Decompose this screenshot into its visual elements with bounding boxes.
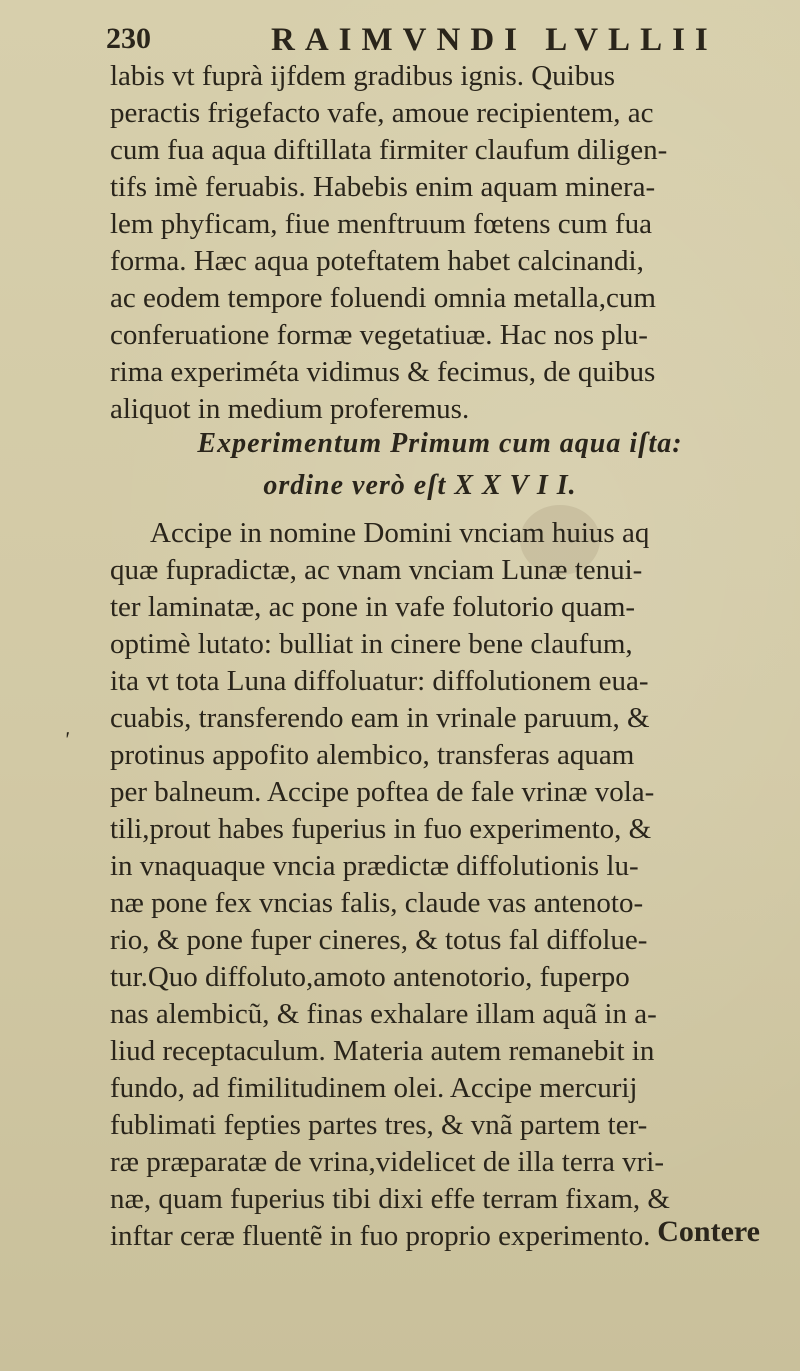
text-line: aliquot in medium proferemus.: [110, 393, 470, 425]
paragraph-2: [110, 515, 770, 1255]
text-line: ræ præparatæ de vrina,videlicet de illa terra vri-: [110, 1146, 665, 1178]
text-line: labis vt fuprà ijfdem gradibus ignis. Quibus: [110, 60, 616, 92]
text-line: inftar ceræ fluentẽ in fuo proprio experimento.: [110, 1220, 651, 1252]
text-line: quæ fupradictæ, ac vnam vnciam Lunæ tenui-: [110, 554, 643, 586]
text-line: peractis frigefacto vafe, amoue recipientem, ac: [110, 97, 654, 129]
text-line: cuabis, transferendo eam in vrinale paruum, &: [110, 702, 650, 734]
text-line: fublimati fepties partes tres, & vnã partem ter-: [110, 1109, 648, 1141]
text-line: conferuatione formæ vegetatiuæ. Hac nos plu-: [110, 319, 648, 351]
text-line: tifs imè feruabis. Habebis enim aquam minera-: [110, 171, 656, 203]
text-line: in vnaquaque vncia prædictæ diffolutionis lu-: [110, 850, 639, 882]
text-line: per balneum. Accipe poftea de fale vrinæ vola-: [110, 776, 655, 808]
text-line: tur.Quo diffoluto,amoto antenotorio, fuperpo: [110, 961, 630, 993]
text-line: rima experiméta vidimus & fecimus, de quibus: [110, 356, 656, 388]
paragraph-1: [110, 58, 770, 428]
text-line: næ, quam fuperius tibi dixi effe terram fixam, &: [110, 1183, 670, 1215]
page-header: [106, 10, 746, 62]
text-line: lem phyficam, fiue menftruum fœtens cum fua: [110, 208, 652, 240]
text-line: forma. Hæc aqua poteftatem habet calcinandi,: [110, 245, 644, 277]
catchword: Contere: [657, 1215, 760, 1248]
text-line: ac eodem tempore foluendi omnia metalla,cum: [110, 282, 656, 314]
text-line: tili,prout habes fuperius in fuo experimento, &: [110, 813, 652, 845]
section-heading-line-1: Experimentum Primum cum aqua iſta:: [197, 428, 683, 459]
page-number: 230: [106, 22, 151, 55]
section-heading-line-2: ordine verò eſt X X V I I.: [263, 470, 577, 501]
text-line: protinus appofito alembico, transferas aquam: [110, 739, 635, 771]
text-line: Accipe in nomine Domini vnciam huius aq: [150, 517, 650, 549]
text-line: næ pone fex vncias falis, claude vas antenoto-: [110, 887, 644, 919]
text-line: rio, & pone fuper cineres, & totus fal diffolue-: [110, 924, 648, 956]
text-line: fundo, ad fimilitudinem olei. Accipe mercurij: [110, 1072, 638, 1104]
text-line: ita vt tota Luna diffoluatur: diffolutionem eua-: [110, 665, 649, 697]
margin-mark: ʹ: [64, 727, 69, 752]
text-line: liud receptaculum. Materia autem remanebit in: [110, 1035, 655, 1067]
text-line: ter laminatæ, ac pone in vafe folutorio quam-: [110, 591, 636, 623]
running-head: RAIMVNDI LVLLII: [271, 22, 718, 58]
text-line: cum fua aqua diftillata firmiter claufum diligen-: [110, 134, 668, 166]
text-line: nas alembicũ, & finas exhalare illam aquã in a-: [110, 998, 657, 1030]
text-line: optimè lutato: bulliat in cinere bene claufum,: [110, 628, 633, 660]
